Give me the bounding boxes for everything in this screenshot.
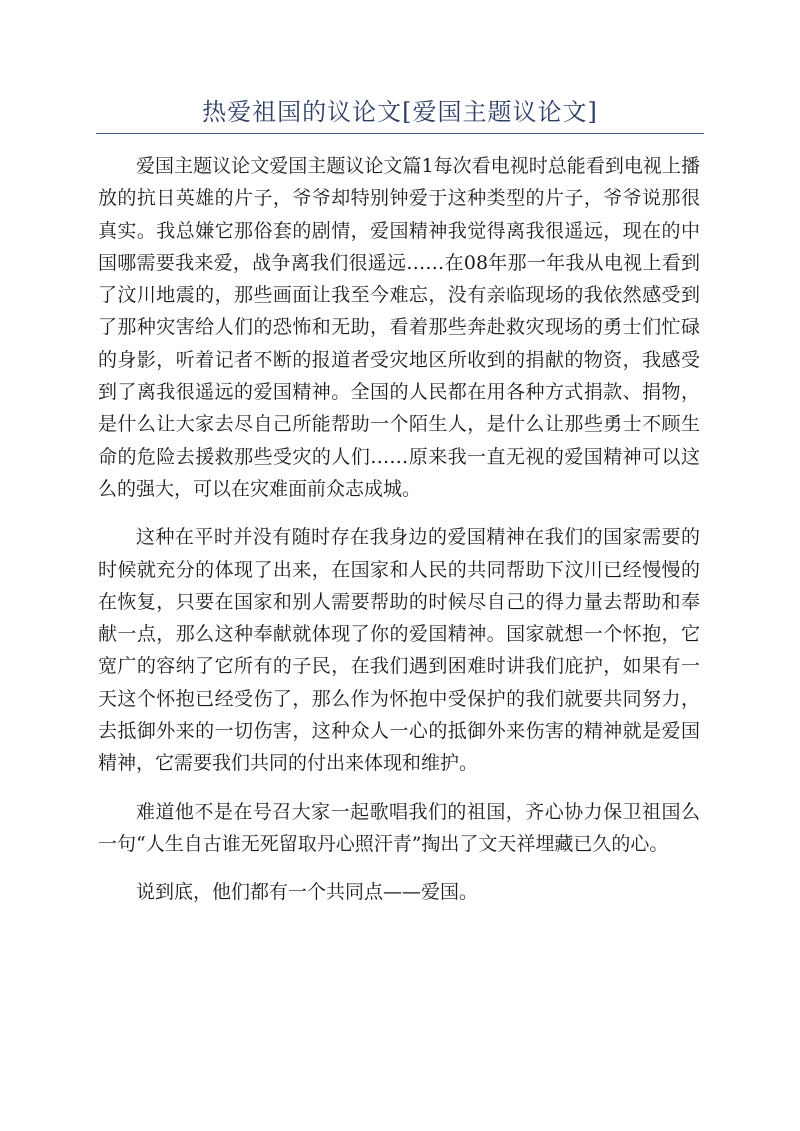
paragraph-3: 难道他不是在号召大家一起歌唱我们的祖国，齐心协力保卫祖国么一句“人生自古谁无死留取丹心照汗青”掏出了文天祥埋藏已久的心。 <box>98 800 700 855</box>
paragraph-4: 说到底，他们都有一个共同点——爱国。 <box>136 881 479 904</box>
title-underline <box>96 133 704 134</box>
document-body <box>98 150 700 909</box>
document-title: 热爱祖国的议论文[爱国主题议论文] <box>202 98 598 126</box>
paragraph-2: 这种在平时并没有随时存在我身边的爱国精神在我们的国家需要的时候就充分的体现了出来，在国家和人民的共同帮助下汶川已经慢慢的在恢复，只要在国家和别人需要帮助的时候尽自己的得力量去帮助和奉献一点，那么这种奉献就体现了你的爱国精神。国家就想一个怀抱，它宽广的容纳了它所有的子民，在我们遇到困难时讲我们庇护，如果有一天这个怀抱已经受伤了，那么作为怀抱中受保护的我们就要共同努力，去抵御外来的一切伤害，这种众人一心的抵御外来伤害的精神就是爱国精神，它需要我们共同的付出来体现和维护。 <box>98 526 700 775</box>
paragraph-1: 爱国主题议论文爱国主题议论文篇1每次看电视时总能看到电视上播放的抗日英雄的片子，爷爷却特别钟爱于这种类型的片子，爷爷说那很真实。我总嫌它那俗套的剧情，爱国精神我觉得离我很遥远，现在的中国哪需要我来爱，战争离我们很遥远……在08年那一年我从电视上看到了汶川地震的，那些画面让我至今难忘，没有亲临现场的我依然感受到了那种灾害给人们的恐怖和无助，看着那些奔赴救灾现场的勇士们忙碌的身影，听着记者不断的报道者受灾地区所收到的捐献的物资，我感受到了离我很遥远的爱国精神。全国的人民都在用各种方式捐款、捐物，是什么让大家去尽自己所能帮助一个陌生人，是什么让那些勇士不顾生命的危险去援救那些受灾的人们……原来我一直无视的爱国精神可以这么的强大，可以在灾难面前众志成城。 <box>98 155 700 500</box>
